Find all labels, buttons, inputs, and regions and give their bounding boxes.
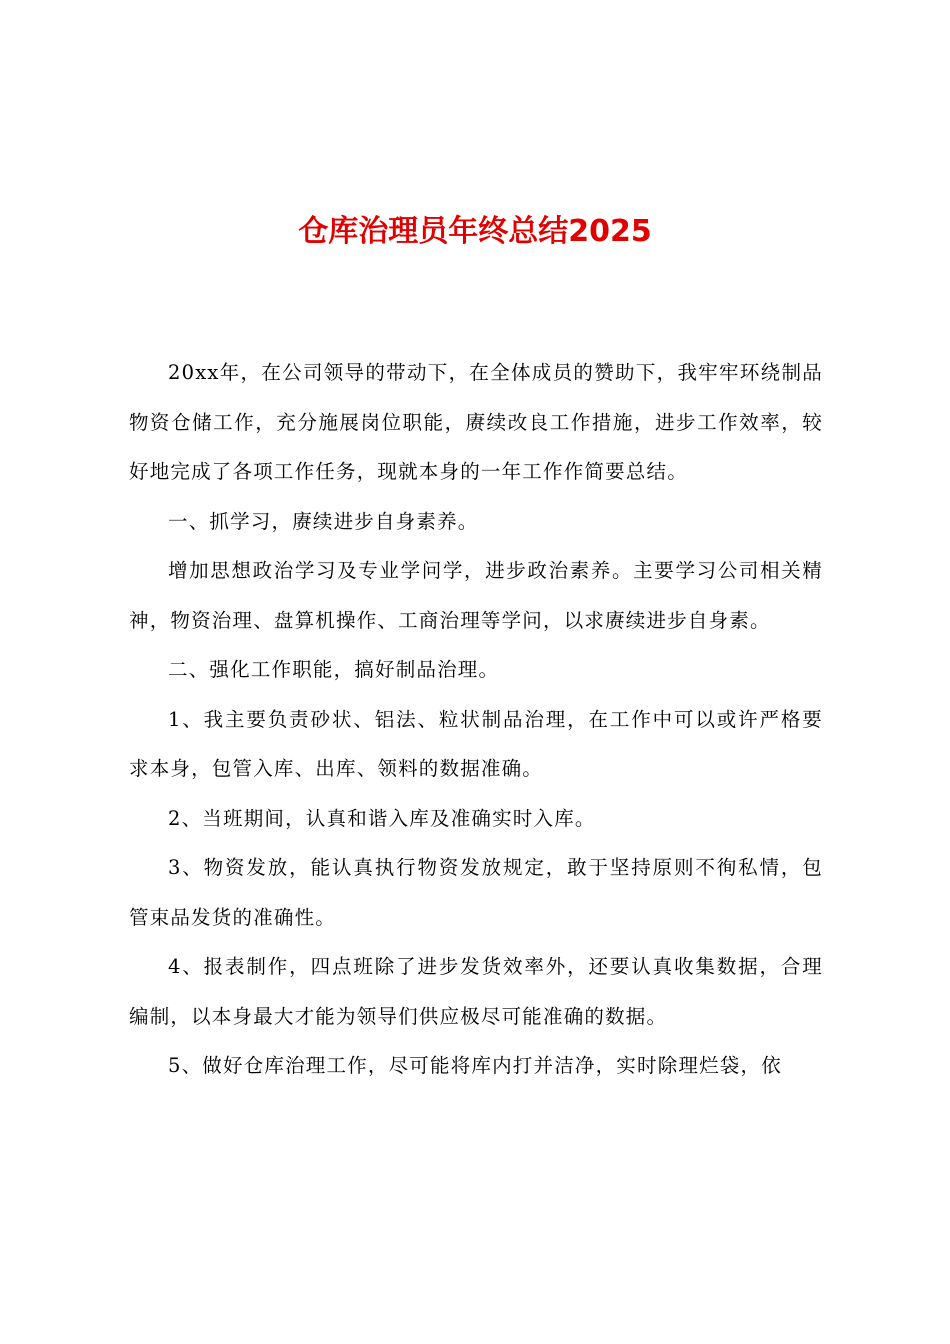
list-item-3: 3、物资发放，能认真执行物资发放规定，敢于坚持原则不徇私情，包管束品发货的准确性。	[129, 856, 823, 929]
list-item-4: 4、报表制作，四点班除了进步发货效率外，还要认真收集数据，合理编制，以本身最大才能为领导们供应极尽可能准确的数据。	[129, 955, 823, 1028]
document-body	[129, 348, 823, 1091]
list-item-2: 2、当班期间，认真和谐入库及准确实时入库。	[168, 806, 596, 830]
document-title: 仓库治理员年终总结2025	[298, 214, 652, 249]
list-item-1: 1、我主要负责砂状、铝法、粒状制品治理，在工作中可以或许严格要求本身，包管入库、出库、领料的数据准确。	[129, 707, 823, 780]
paragraph-intro: 20xx年，在公司领导的带动下，在全体成员的赞助下，我牢牢环绕制品物资仓储工作，充分施展岗位职能，赓续改良工作措施，进步工作效率，较好地完成了各项工作任务，现就本身的一年工作作简要总结。	[129, 361, 823, 483]
list-item-5: 5、做好仓库治理工作，尽可能将库内打并洁净，实时除理烂袋，依	[168, 1054, 782, 1077]
section-heading-2: 二、强化工作职能，搞好制品治理。	[168, 658, 500, 681]
section-heading-1: 一、抓学习，赓续进步自身素养。	[168, 509, 479, 533]
paragraph-study: 增加思想政治学习及专业学问学，进步政治素养。主要学习公司相关精神，物资治理、盘算机操作、工商治理等学问，以求赓续进步自身素。	[129, 559, 823, 632]
